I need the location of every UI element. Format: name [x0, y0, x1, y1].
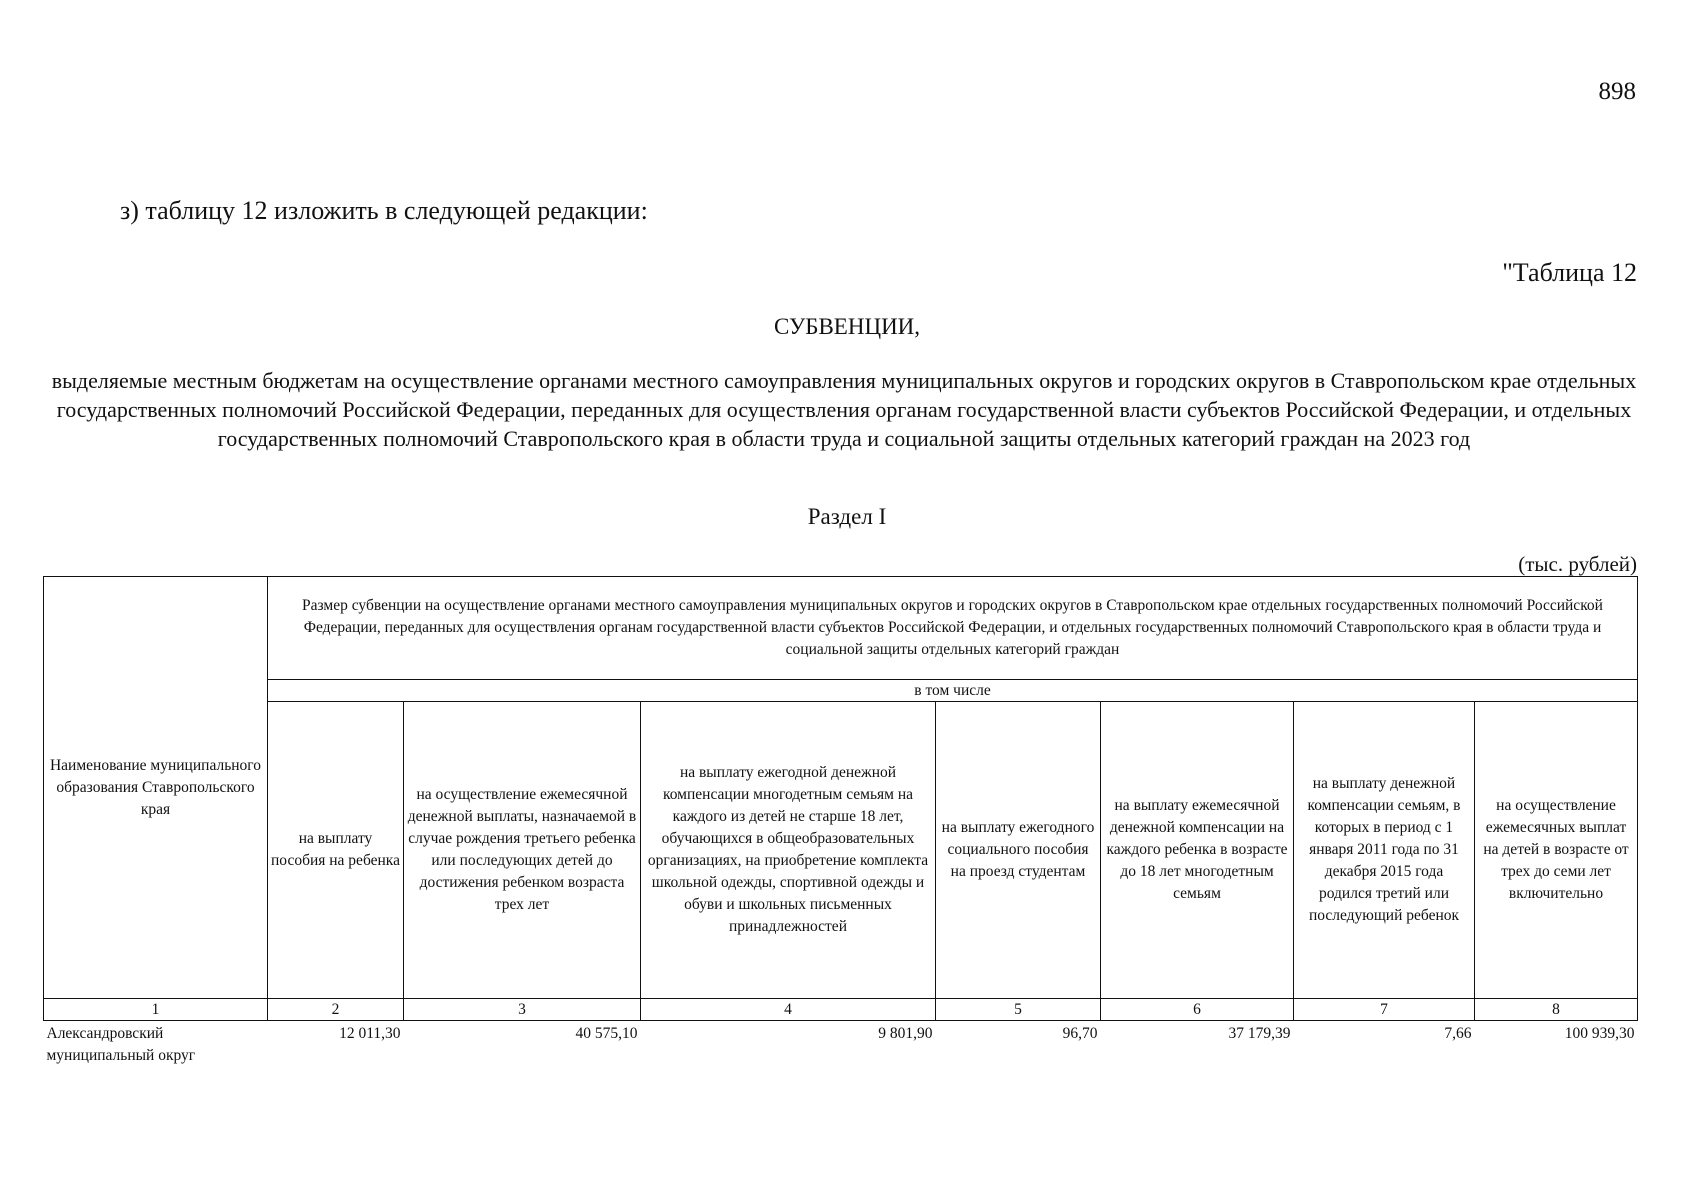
header-column-8: на осуществление ежемесячных выплат на детей в возрасте от трех до семи лет включительно: [1475, 702, 1638, 999]
row-value-col-4: 9 801,90: [878, 1025, 933, 1042]
header-group: Размер субвенции на осуществление органами местного самоуправления муниципальных округов и городских округов в Ставропольском крае отдельных государственных полномочий Российской Федерации, переданных для осуществления органам государственной власти субъектов Российской Федерации, и отдельных государственных полномочий Ставропольского края в области труда и социальной защиты отдельных категорий граждан: [268, 577, 1638, 680]
document-subtitle: выделяемые местным бюджетам на осуществление органами местного самоуправления муниципальных округов и городских округов в Ставропольском крае отдельных государственных полномочий Российской Федерации, переданных для осуществления органам государственной власти субъектов Российской Федерации, и отдельных государственных полномочий Ставропольского края в области труда и социальной защиты отдельных категорий граждан на 2023 год: [51, 368, 1637, 451]
row-value-col-3: 40 575,10: [575, 1025, 638, 1042]
column-number-4: 4: [641, 999, 936, 1021]
header-column-5: на выплату ежегодного социального пособия на проезд студентам: [936, 702, 1101, 999]
header-column-4: на выплату ежегодной денежной компенсации многодетным семьям на каждого из детей не старше 18 лет, обучающихся в общеобразовательных организациях, на приобретение комплекта школьной одежды, спортивной одежды и обуви и школьных письменных принадлежностей: [641, 702, 936, 999]
unit-label: (тыс. рублей): [1518, 552, 1637, 576]
row-value-col-5: 96,70: [1062, 1025, 1098, 1042]
header-including: в том числе: [268, 680, 1638, 702]
row-value-col-2: 12 011,30: [339, 1025, 401, 1042]
row-municipality-name: Александровский муниципальный округ: [46, 1025, 196, 1064]
intro-text: з) таблицу 12 изложить в следующей редакции:: [120, 196, 648, 225]
header-name-column: Наименование муниципального образования Ставропольского края: [44, 577, 268, 999]
column-number-1: 1: [44, 999, 268, 1021]
document-title: СУБВЕНЦИИ,: [773, 314, 921, 339]
column-number-6: 6: [1101, 999, 1294, 1021]
column-number-2: 2: [268, 999, 404, 1021]
section-title: Раздел I: [807, 504, 887, 529]
table-reference: "Таблица 12: [1502, 258, 1637, 287]
row-value-col-6: 37 179,39: [1228, 1025, 1291, 1042]
table-row: [44, 1021, 1638, 1070]
page-number: 898: [1598, 78, 1636, 105]
subventions-table: [43, 576, 1638, 1069]
header-column-3: на осуществление ежемесячной денежной выплаты, назначаемой в случае рождения третьего ребенка или последующих детей до достижения ребенком возраста трех лет: [404, 702, 641, 999]
column-number-7: 7: [1294, 999, 1475, 1021]
row-value-col-7: 7,66: [1444, 1025, 1472, 1042]
header-column-2: на выплату пособия на ребенка: [268, 702, 404, 999]
row-value-col-8: 100 939,30: [1564, 1025, 1635, 1042]
header-column-6: на выплату ежемесячной денежной компенсации на каждого ребенка в возрасте до 18 лет многодетным семьям: [1101, 702, 1294, 999]
column-number-8: 8: [1475, 999, 1638, 1021]
header-column-7: на выплату денежной компенсации семьям, в которых в период с 1 января 2011 года по 31 декабря 2015 года родился третий или последующий ребенок: [1294, 702, 1475, 999]
column-number-5: 5: [936, 999, 1101, 1021]
column-number-3: 3: [404, 999, 641, 1021]
